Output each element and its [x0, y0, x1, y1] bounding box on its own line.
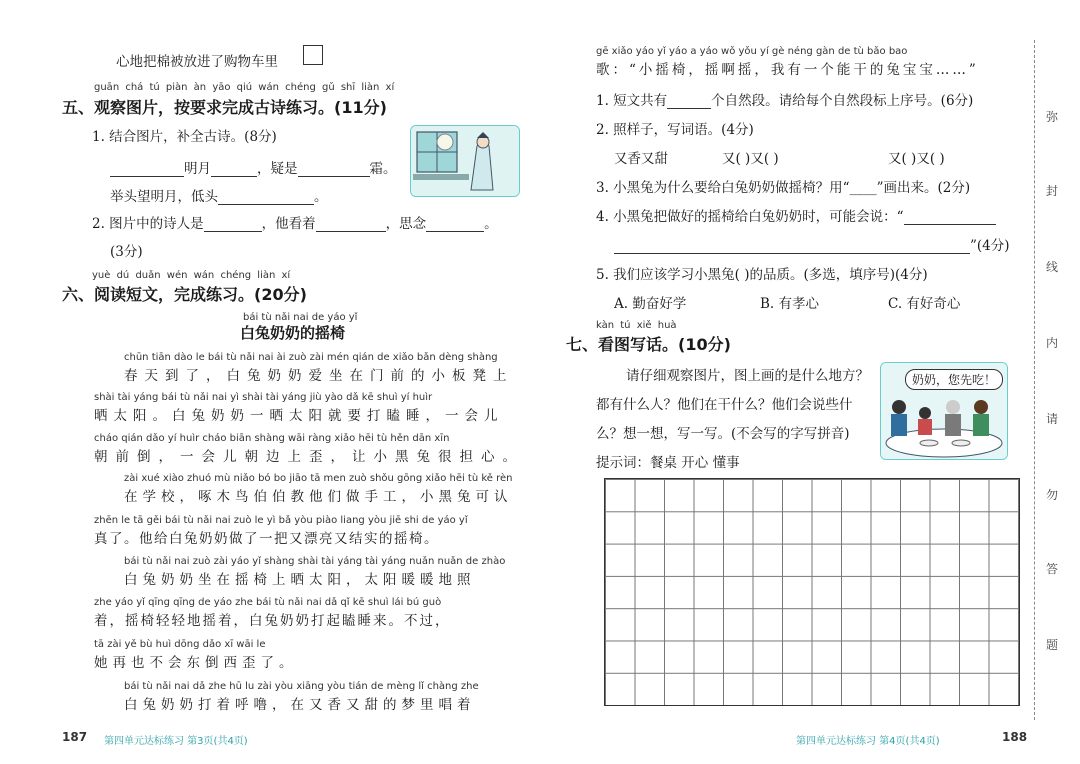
side-char-6: 勿 [1045, 488, 1058, 502]
poem-blank-1[interactable] [110, 163, 184, 177]
side-char-5: 请 [1045, 412, 1058, 426]
poet-illustration [410, 125, 520, 197]
section7-prompt-3: 么？想一想，写一写。(不会写的字写拼音) [596, 426, 850, 442]
song-text: 歌：“小摇椅，摇啊摇，我有一个能干的兔宝宝……” [596, 62, 979, 78]
story-line-2: 晒太阳。白兔奶奶一晒太阳就要打瞌睡，一会儿 [94, 408, 504, 424]
side-char-3: 线 [1045, 260, 1058, 274]
writing-grid[interactable] [604, 478, 1020, 706]
section5-q2-score: (3分) [110, 244, 143, 260]
section5-title: 五、观察图片，按要求完成古诗练习。(11分) [62, 98, 387, 117]
poem-blank-3[interactable] [298, 163, 370, 177]
q2-blank-miss[interactable] [426, 218, 484, 232]
previous-item-text: 心地把棉被放进了购物车里 [116, 54, 278, 70]
section7-prompt-2: 都有什么人？他们在干什么？他们会说些什 [596, 397, 853, 413]
poem-end: 。 [314, 189, 328, 205]
story-title-pinyin: bái tù nǎi nai de yáo yǐ [243, 312, 358, 323]
story-line-9: 白兔奶奶打着呼噜，在又香又甜的梦里唱着 [124, 697, 476, 713]
poem-blank-2[interactable] [211, 163, 257, 177]
left-page-number: 187 [62, 730, 88, 744]
poem-frost: 霜。 [369, 161, 397, 177]
side-char-7: 答 [1045, 562, 1058, 576]
story-pinyin-2: shài tài yáng bái tù nǎi nai yì shài tài yáng jiù yào dǎ kē shuì yí huìr [94, 392, 433, 403]
speech-bubble: 奶奶，您先吃！ [905, 369, 1003, 390]
q2-pattern-1: 又( )又( ) [722, 151, 779, 167]
q4-blank-1[interactable] [904, 211, 996, 225]
story-line-4: 在学校，啄木鸟伯伯教他们做手工，小黑兔可认 [124, 489, 513, 505]
binding-line [1034, 40, 1036, 720]
poem-line2 [110, 185, 328, 205]
option-a[interactable]: A. 勤奋好学 [614, 296, 687, 312]
reading-q2: 2. 照样子，写词语。(4分) [596, 122, 754, 138]
side-char-8: 题 [1045, 638, 1058, 652]
section7-prompt-1: 请仔细观察图片，图上画的是什么地方？ [626, 368, 869, 384]
section7-pinyin: kàn tú xiě huà [596, 320, 677, 331]
q4-blank-2[interactable] [614, 240, 970, 254]
section7-title: 七、看图写话。(10分) [566, 335, 731, 354]
option-b[interactable]: B. 有孝心 [760, 296, 820, 312]
side-char-1: 弥 [1045, 110, 1058, 124]
story-pinyin-6: bái tù nǎi nai zuò zài yáo yǐ shàng shài tài yáng tài yáng nuǎn nuǎn de zhào [124, 556, 506, 567]
section6-title: 六、阅读短文，完成练习。(20分) [62, 285, 307, 304]
section6-pinyin: yuè dú duǎn wén wán chéng liàn xí [92, 270, 291, 281]
story-line-8: 她再也不会东倒西歪了。 [94, 655, 298, 671]
reading-q5: 5. 我们应该学习小黑兔( )的品质。(多选，填序号)(4分) [596, 267, 928, 283]
section5-pinyin: guān chá tú piàn àn yāo qiú wán chéng gǔ shī liàn xí [94, 82, 395, 93]
story-pinyin-9: bái tù nǎi nai dǎ zhe hū lu zài yòu xiāng yòu tián de mèng lǐ chàng zhe [124, 681, 479, 692]
story-title: 白兔奶奶的摇椅 [240, 324, 346, 342]
story-pinyin-8: tā zài yě bù huì dōng dǎo xī wāi le [94, 639, 266, 650]
poem-line1 [110, 157, 397, 177]
story-pinyin-4: zài xué xiào zhuó mù niǎo bó bo jiāo tā men zuò shǒu gōng xiǎo hēi tù kě rèn [124, 473, 513, 484]
poem-line2a: 举头望明月，低头 [110, 189, 218, 205]
q2-example: 又香又甜 [614, 151, 668, 167]
hint-words: 提示词：餐桌 开心 懂事 [596, 455, 740, 471]
dinner-illustration [880, 362, 1008, 460]
song-pinyin: gē xiǎo yáo yǐ yáo a yáo wǒ yǒu yí gè néng gàn de tù bǎo bao [596, 46, 908, 57]
story-line-3: 朝前倒，一会儿朝边上歪，让小黑兔很担心。 [94, 449, 524, 465]
story-line-7: 着，摇椅轻轻地摇着，白兔奶奶打起瞌睡来。不过， [94, 613, 451, 629]
poem-moon: 明月 [184, 161, 211, 177]
poet-scene-icon [411, 126, 519, 196]
q2-pattern-2: 又( )又( ) [888, 151, 945, 167]
poem-blank-4[interactable] [218, 191, 314, 205]
section5-q2: 2. 图片中的诗人是 ，他看着 ，思念 。 [92, 216, 498, 232]
story-line-5: 真了。他给白兔奶奶做了一把又漂亮又结实的摇椅。 [94, 531, 439, 547]
story-pinyin-3: cháo qián dǎo yí huìr cháo biān shàng wāi ràng xiǎo hēi tù hěn dān xīn [94, 433, 450, 444]
answer-box[interactable] [303, 45, 323, 65]
story-pinyin-7: zhe yáo yǐ qīng qīng de yáo zhe bái tù nǎi nai dǎ qǐ kē shuì lái bú guò [94, 597, 442, 608]
q1-blank-paragraphs[interactable] [667, 95, 711, 109]
right-footer-label: 第四单元达标练习 第4页(共4页) [796, 736, 940, 747]
reading-q4: 4. 小黑兔把做好的摇椅给白兔奶奶时，可能会说：“ [596, 205, 996, 225]
poem-suspect: ，疑是 [257, 161, 298, 177]
story-line-1: 春天到了，白兔奶奶爱坐在门前的小板凳上 [124, 368, 514, 384]
section5-q1: 1. 结合图片，补全古诗。(8分) [92, 129, 277, 145]
left-footer-label: 第四单元达标练习 第3页(共4页) [104, 736, 248, 747]
story-line-6: 白兔奶奶坐在摇椅上晒太阳，太阳暖暖地照 [124, 572, 476, 588]
side-char-4: 内 [1045, 336, 1058, 350]
q2-blank-object[interactable] [316, 218, 386, 232]
q2-blank-poet[interactable] [204, 218, 262, 232]
reading-q4-line2: ”(4分) [614, 234, 1010, 254]
side-char-2: 封 [1045, 184, 1058, 198]
reading-q3: 3. 小黑兔为什么要给白兔奶奶做摇椅？用“____”画出来。(2分) [596, 180, 971, 196]
reading-q1: 1. 短文共有 个自然段。请给每个自然段标上序号。(6分) [596, 93, 974, 109]
right-page-number: 188 [1002, 730, 1028, 744]
story-pinyin-1: chūn tiān dào le bái tù nǎi nai ài zuò zài mén qián de xiǎo bǎn dèng shàng [124, 352, 498, 363]
option-c[interactable]: C. 有好奇心 [888, 296, 961, 312]
story-pinyin-5: zhēn le tā gěi bái tù nǎi nai zuò le yì bǎ yòu piào liang yòu jiē shi de yáo yǐ [94, 515, 468, 526]
